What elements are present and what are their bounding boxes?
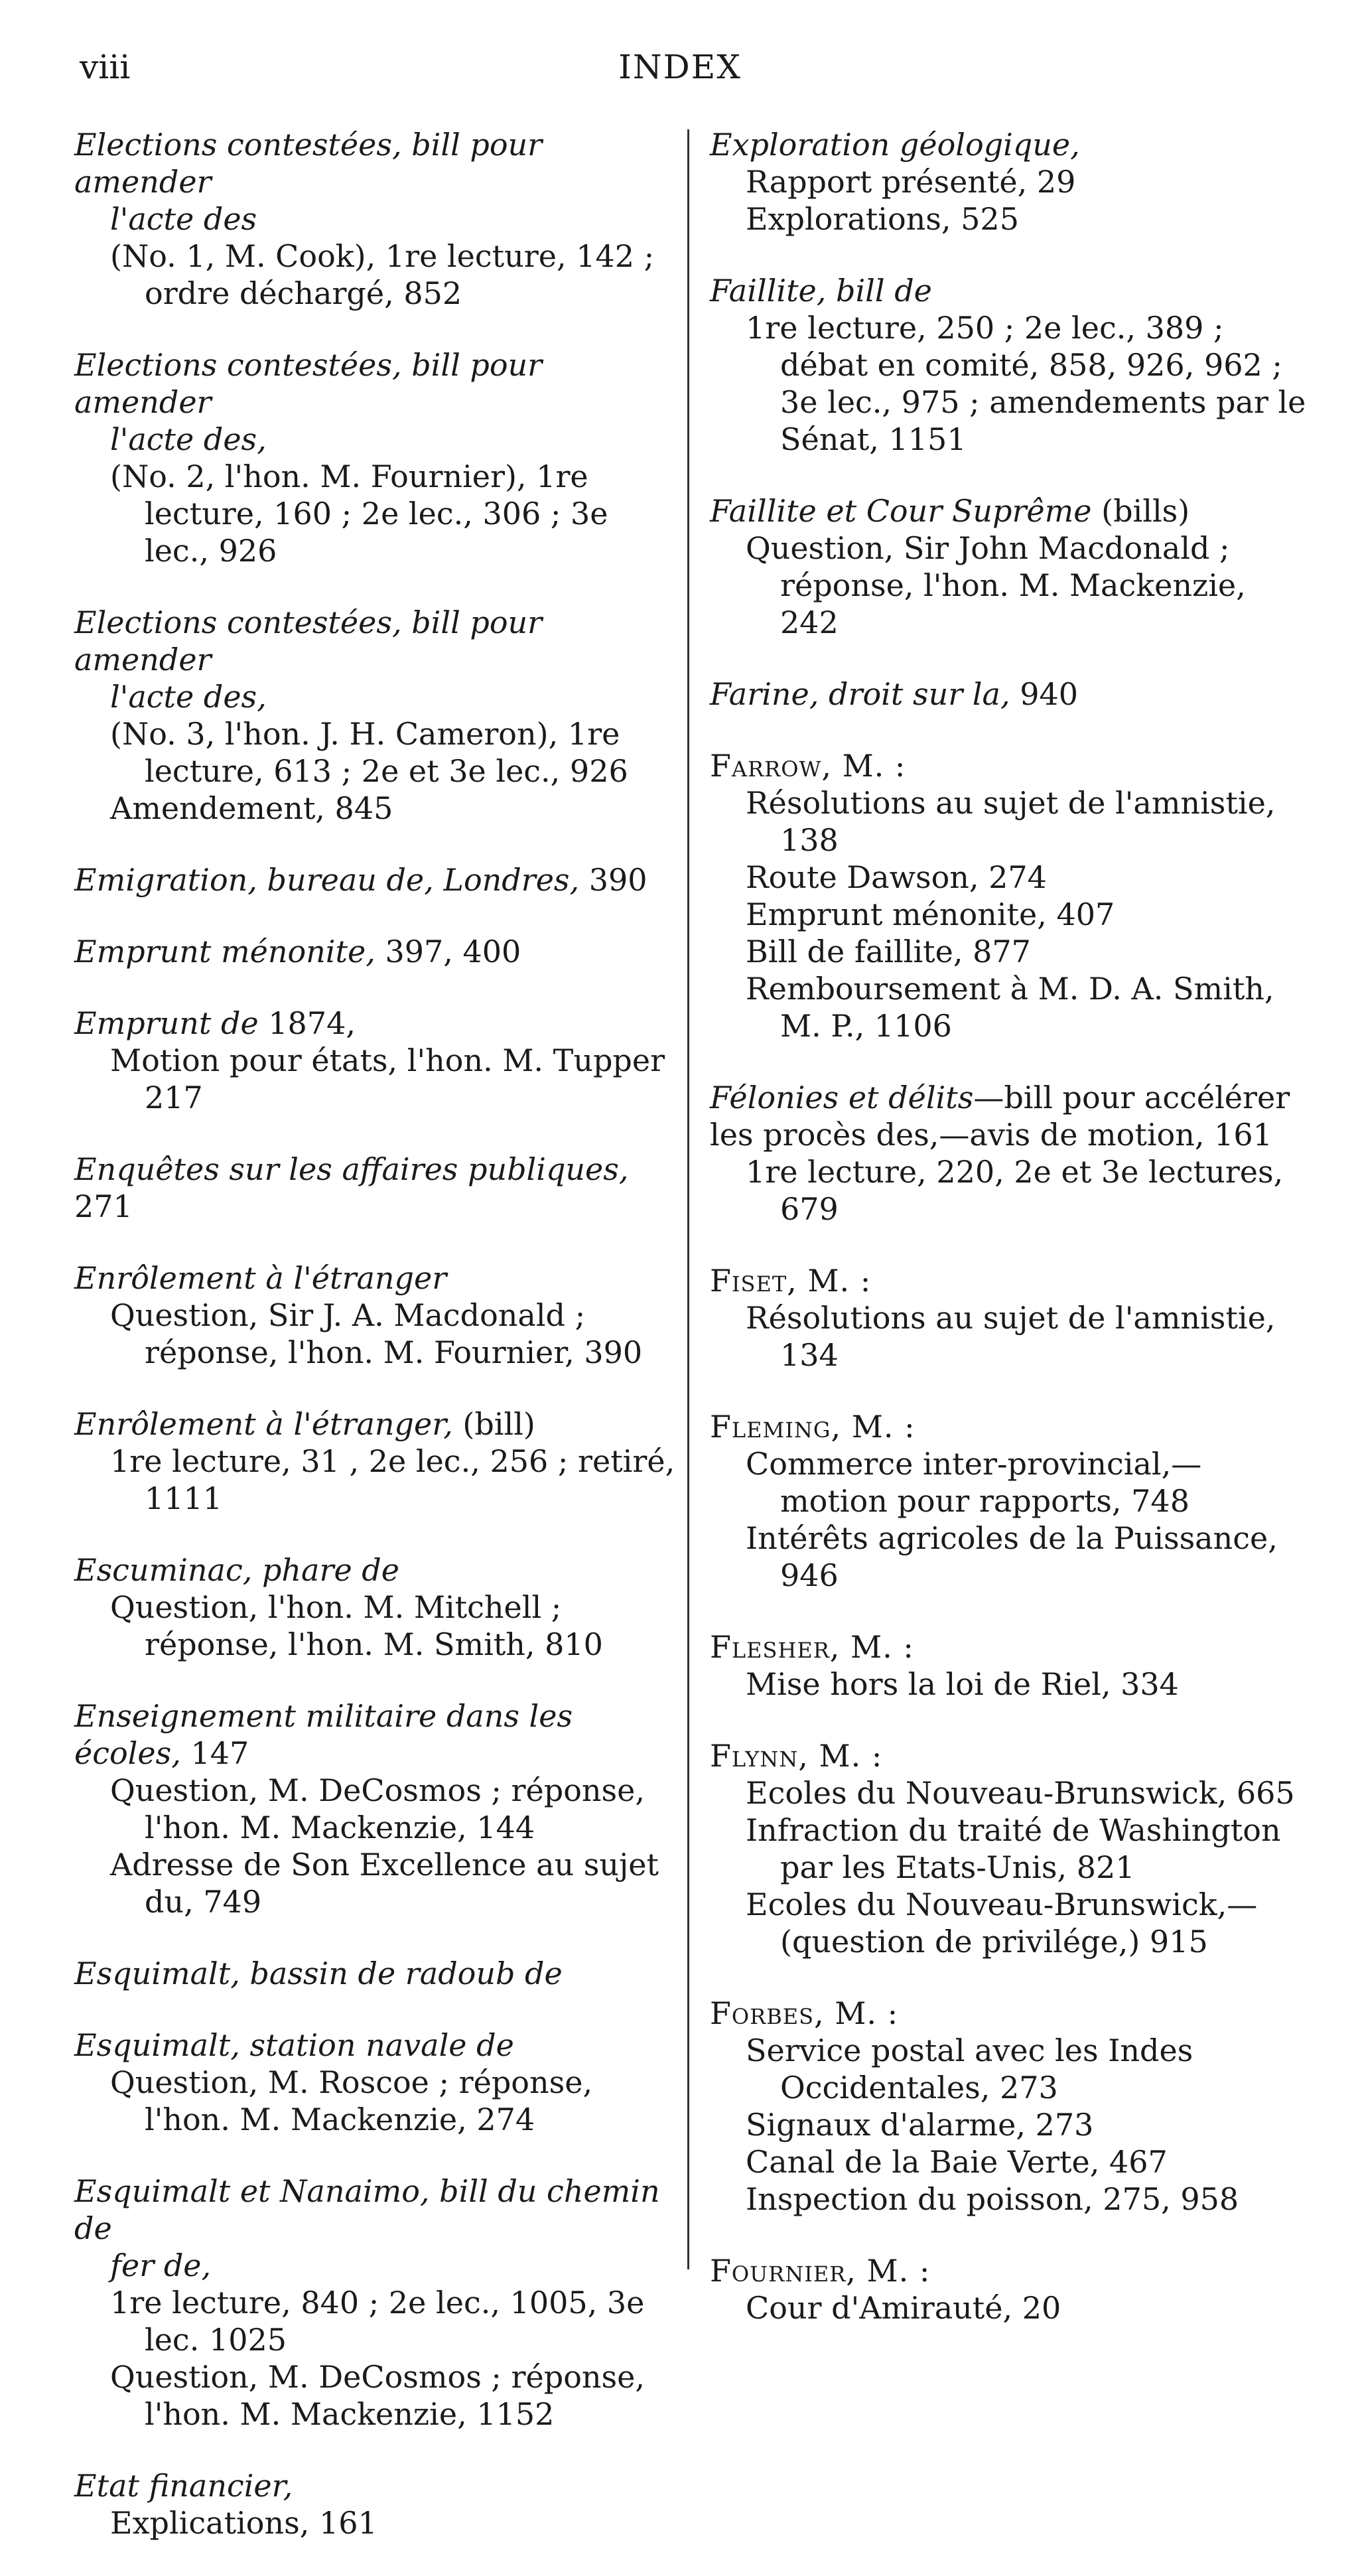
- heading-text: Flesher, M. :: [710, 1629, 914, 1665]
- entry-heading: [74, 1005, 677, 1042]
- entry-line: Question, l'hon. M. Mitchell ; réponse, l'hon. M. Smith, 810: [110, 1589, 603, 1662]
- entry-line: Question, Sir John Macdonald ; réponse, l'hon. M. Mackenzie, 242: [746, 530, 1246, 640]
- heading-continuation: l'acte des: [110, 201, 257, 237]
- entry-heading: [74, 346, 677, 421]
- index-entry: [710, 1995, 1307, 2218]
- entry-heading: [710, 676, 1307, 713]
- heading-text: Exploration géologique,: [710, 127, 1080, 163]
- left-column: [74, 126, 677, 2576]
- entry-heading: [74, 1955, 677, 1992]
- index-entry: [710, 1079, 1307, 1228]
- entry-line: Commerce inter-provincial,—motion pour rapports, 748: [746, 1446, 1202, 1519]
- index-entry: [74, 1405, 677, 1517]
- entry-line: Canal de la Baie Verte, 467: [746, 2144, 1168, 2180]
- heading-continuation: fer de,: [110, 2248, 212, 2283]
- heading-text: Enrôlement à l'étranger: [74, 1260, 447, 1296]
- entry-line: Intérêts agricoles de la Puissance, 946: [746, 1520, 1278, 1593]
- heading-text: Emprunt ménonite,: [74, 934, 375, 969]
- entry-heading: [710, 492, 1307, 530]
- heading-text: Escuminac, phare de: [74, 1552, 399, 1588]
- entry-line: Ecoles du Nouveau-Brunswick,—(question de privilége,) 915: [746, 1887, 1258, 1960]
- entry-line: Rapport présenté, 29: [746, 164, 1076, 200]
- column-rule: [687, 129, 689, 2269]
- heading-text: Elections contestées, bill pour amender: [74, 347, 543, 420]
- entry-heading: [710, 747, 1307, 784]
- heading-text: Forbes, M. :: [710, 1995, 899, 2031]
- entry-line: 1re lecture, 840 ; 2e lec., 1005, 3e lec. 1025: [110, 2285, 645, 2358]
- heading-text: Farine, droit sur la,: [710, 676, 1010, 712]
- entry-heading: [710, 1262, 1307, 1299]
- entry-heading: [74, 2173, 677, 2247]
- heading-text: Esquimalt et Nanaimo, bill du chemin de: [74, 2173, 660, 2246]
- entry-line: Question, M. DeCosmos ; réponse, l'hon. M. Mackenzie, 1152: [110, 2359, 645, 2432]
- heading-text: Fiset, M. :: [710, 1263, 872, 1299]
- heading-text: Farrow, M. :: [710, 748, 906, 784]
- entry-line: Inspection du poisson, 275, 958: [746, 2181, 1239, 2217]
- index-entry: [74, 604, 677, 827]
- heading-suffix: 147: [180, 1735, 249, 1771]
- heading-text: Elections contestées, bill pour amender: [74, 127, 543, 200]
- entry-heading: [710, 1408, 1307, 1445]
- entry-line: Explorations, 525: [746, 201, 1019, 237]
- entry-line: Résolutions au sujet de l'amnistie, 138: [746, 785, 1276, 858]
- index-entry: [74, 2173, 677, 2433]
- heading-text: Esquimalt, bassin de radoub de: [74, 1956, 563, 1991]
- entry-line: Signaux d'alarme, 273: [746, 2107, 1094, 2143]
- index-entry: [74, 1259, 677, 1371]
- entry-line: Explications, 161: [110, 2505, 377, 2541]
- heading-text: Félonies et délits: [710, 1080, 974, 1115]
- entry-line: (No. 3, l'hon. J. H. Cameron), 1re lecture, 613 ; 2e et 3e lec., 926: [110, 716, 628, 789]
- entry-line: Résolutions au sujet de l'amnistie, 134: [746, 1300, 1276, 1373]
- heading-continuation: l'acte des,: [110, 679, 267, 715]
- heading-suffix: 397, 400: [375, 934, 521, 969]
- index-entry: [74, 861, 677, 898]
- heading-text: Etat financier,: [74, 2468, 293, 2504]
- index-entry: [710, 676, 1307, 713]
- entry-heading: [74, 933, 677, 970]
- index-entry: [74, 126, 677, 312]
- entry-heading: [710, 1079, 1307, 1153]
- entry-heading: [74, 1151, 677, 1225]
- index-entry: [74, 1151, 677, 1225]
- index-entry: [710, 1408, 1307, 1594]
- heading-text: Elections contestées, bill pour amender: [74, 605, 543, 678]
- entry-heading: [74, 126, 677, 200]
- entry-line: Infraction du traité de Washington par les Etats-Unis, 821: [746, 1812, 1281, 1885]
- entry-heading: [710, 126, 1307, 163]
- entry-line: Amendement, 845: [110, 790, 393, 826]
- index-entry: [710, 492, 1307, 641]
- heading-text: Faillite et Cour Suprême: [710, 493, 1092, 529]
- index-entry: [74, 1551, 677, 1663]
- entry-line: Adresse de Son Excellence au sujet du, 749: [110, 1847, 659, 1920]
- entry-heading: [74, 2027, 677, 2064]
- index-entry: [710, 1628, 1307, 1703]
- entry-line: Mise hors la loi de Riel, 334: [746, 1666, 1179, 1702]
- entry-line: 1re lecture, 31 , 2e lec., 256 ; retiré, 1111: [110, 1443, 675, 1516]
- heading-suffix: 390: [579, 862, 647, 898]
- index-entry: [74, 1955, 677, 1992]
- heading-text: Fleming, M. :: [710, 1409, 916, 1445]
- entry-line: Cour d'Amirauté, 20: [746, 2290, 1061, 2326]
- entry-heading: [710, 272, 1307, 309]
- entry-heading: [710, 1737, 1307, 1774]
- index-entry: [710, 1262, 1307, 1374]
- entry-heading: [710, 1995, 1307, 2032]
- entry-line: 1re lecture, 220, 2e et 3e lectures, 679: [746, 1154, 1284, 1227]
- entry-line: Remboursement à M. D. A. Smith, M. P., 1106: [746, 971, 1274, 1044]
- heading-text: Flynn, M. :: [710, 1738, 883, 1774]
- entry-heading: [74, 604, 677, 678]
- entry-line: Ecoles du Nouveau-Brunswick, 665: [746, 1775, 1295, 1811]
- entry-line: Service postal avec les Indes Occidentales, 273: [746, 2033, 1193, 2106]
- entry-heading: [74, 1697, 677, 1772]
- index-entry: [710, 1737, 1307, 1960]
- entry-line: Question, M. Roscoe ; réponse, l'hon. M. Mackenzie, 274: [110, 2064, 593, 2137]
- heading-text: Faillite, bill de: [710, 273, 932, 309]
- page-title: INDEX: [618, 48, 742, 86]
- heading-text: Enrôlement à l'étranger,: [74, 1406, 453, 1442]
- entry-heading: [74, 1259, 677, 1297]
- index-entry: [74, 1697, 677, 1920]
- heading-continuation: l'acte des,: [110, 421, 267, 457]
- entry-heading: [710, 1628, 1307, 1666]
- entry-line: (No. 2, l'hon. M. Fournier), 1re lecture, 160 ; 2e lec., 306 ; 3e lec., 926: [110, 459, 608, 569]
- index-entry: [710, 272, 1307, 458]
- heading-suffix: —bill pour accélérer les procès des,—avis de motion, 161: [710, 1080, 1290, 1153]
- right-column: [710, 126, 1307, 2361]
- entry-heading: [74, 1551, 677, 1589]
- heading-suffix: 271: [74, 1188, 133, 1224]
- index-entry: [74, 346, 677, 569]
- index-entry: [74, 2027, 677, 2138]
- heading-suffix: 940: [1010, 676, 1078, 712]
- entry-line: Question, M. DeCosmos ; réponse, l'hon. M. Mackenzie, 144: [110, 1772, 645, 1845]
- entry-line: Motion pour états, l'hon. M. Tupper 217: [110, 1042, 665, 1115]
- heading-text: Enquêtes sur les affaires publiques,: [74, 1151, 629, 1187]
- entry-line: (No. 1, M. Cook), 1re lecture, 142 ; ordre déchargé, 852: [110, 238, 655, 311]
- heading-suffix: (bill): [452, 1406, 535, 1442]
- entry-line: Bill de faillite, 877: [746, 934, 1031, 969]
- index-entry: [710, 747, 1307, 1044]
- heading-text: Emigration, bureau de, Londres,: [74, 862, 580, 898]
- entry-heading: [710, 2252, 1307, 2289]
- entry-heading: [74, 1405, 677, 1443]
- heading-suffix: (bills): [1091, 493, 1190, 529]
- entry-heading: [74, 2467, 677, 2504]
- entry-line: Route Dawson, 274: [746, 859, 1047, 895]
- page-number: viii: [80, 48, 131, 86]
- heading-text: Emprunt de: [74, 1005, 259, 1041]
- heading-text: Esquimalt, station navale de: [74, 2027, 514, 2063]
- entry-line: Emprunt ménonite, 407: [746, 896, 1115, 932]
- index-entry: [710, 2252, 1307, 2326]
- entry-line: Question, Sir J. A. Macdonald ; réponse, l'hon. M. Fournier, 390: [110, 1297, 643, 1370]
- index-entry: [74, 933, 677, 970]
- heading-text: Fournier, M. :: [710, 2253, 931, 2289]
- index-entry: [710, 126, 1307, 238]
- entry-line: 1re lecture, 250 ; 2e lec., 389 ; débat en comité, 858, 926, 962 ; 3e lec., 975 ; amendements par le Sénat, 1151: [746, 310, 1306, 457]
- index-entry: [74, 2467, 677, 2541]
- heading-text: Enseignement militaire dans les écoles,: [74, 1698, 573, 1771]
- index-entry: [74, 1005, 677, 1116]
- entry-heading: [74, 861, 677, 898]
- heading-suffix: 1874,: [258, 1005, 356, 1041]
